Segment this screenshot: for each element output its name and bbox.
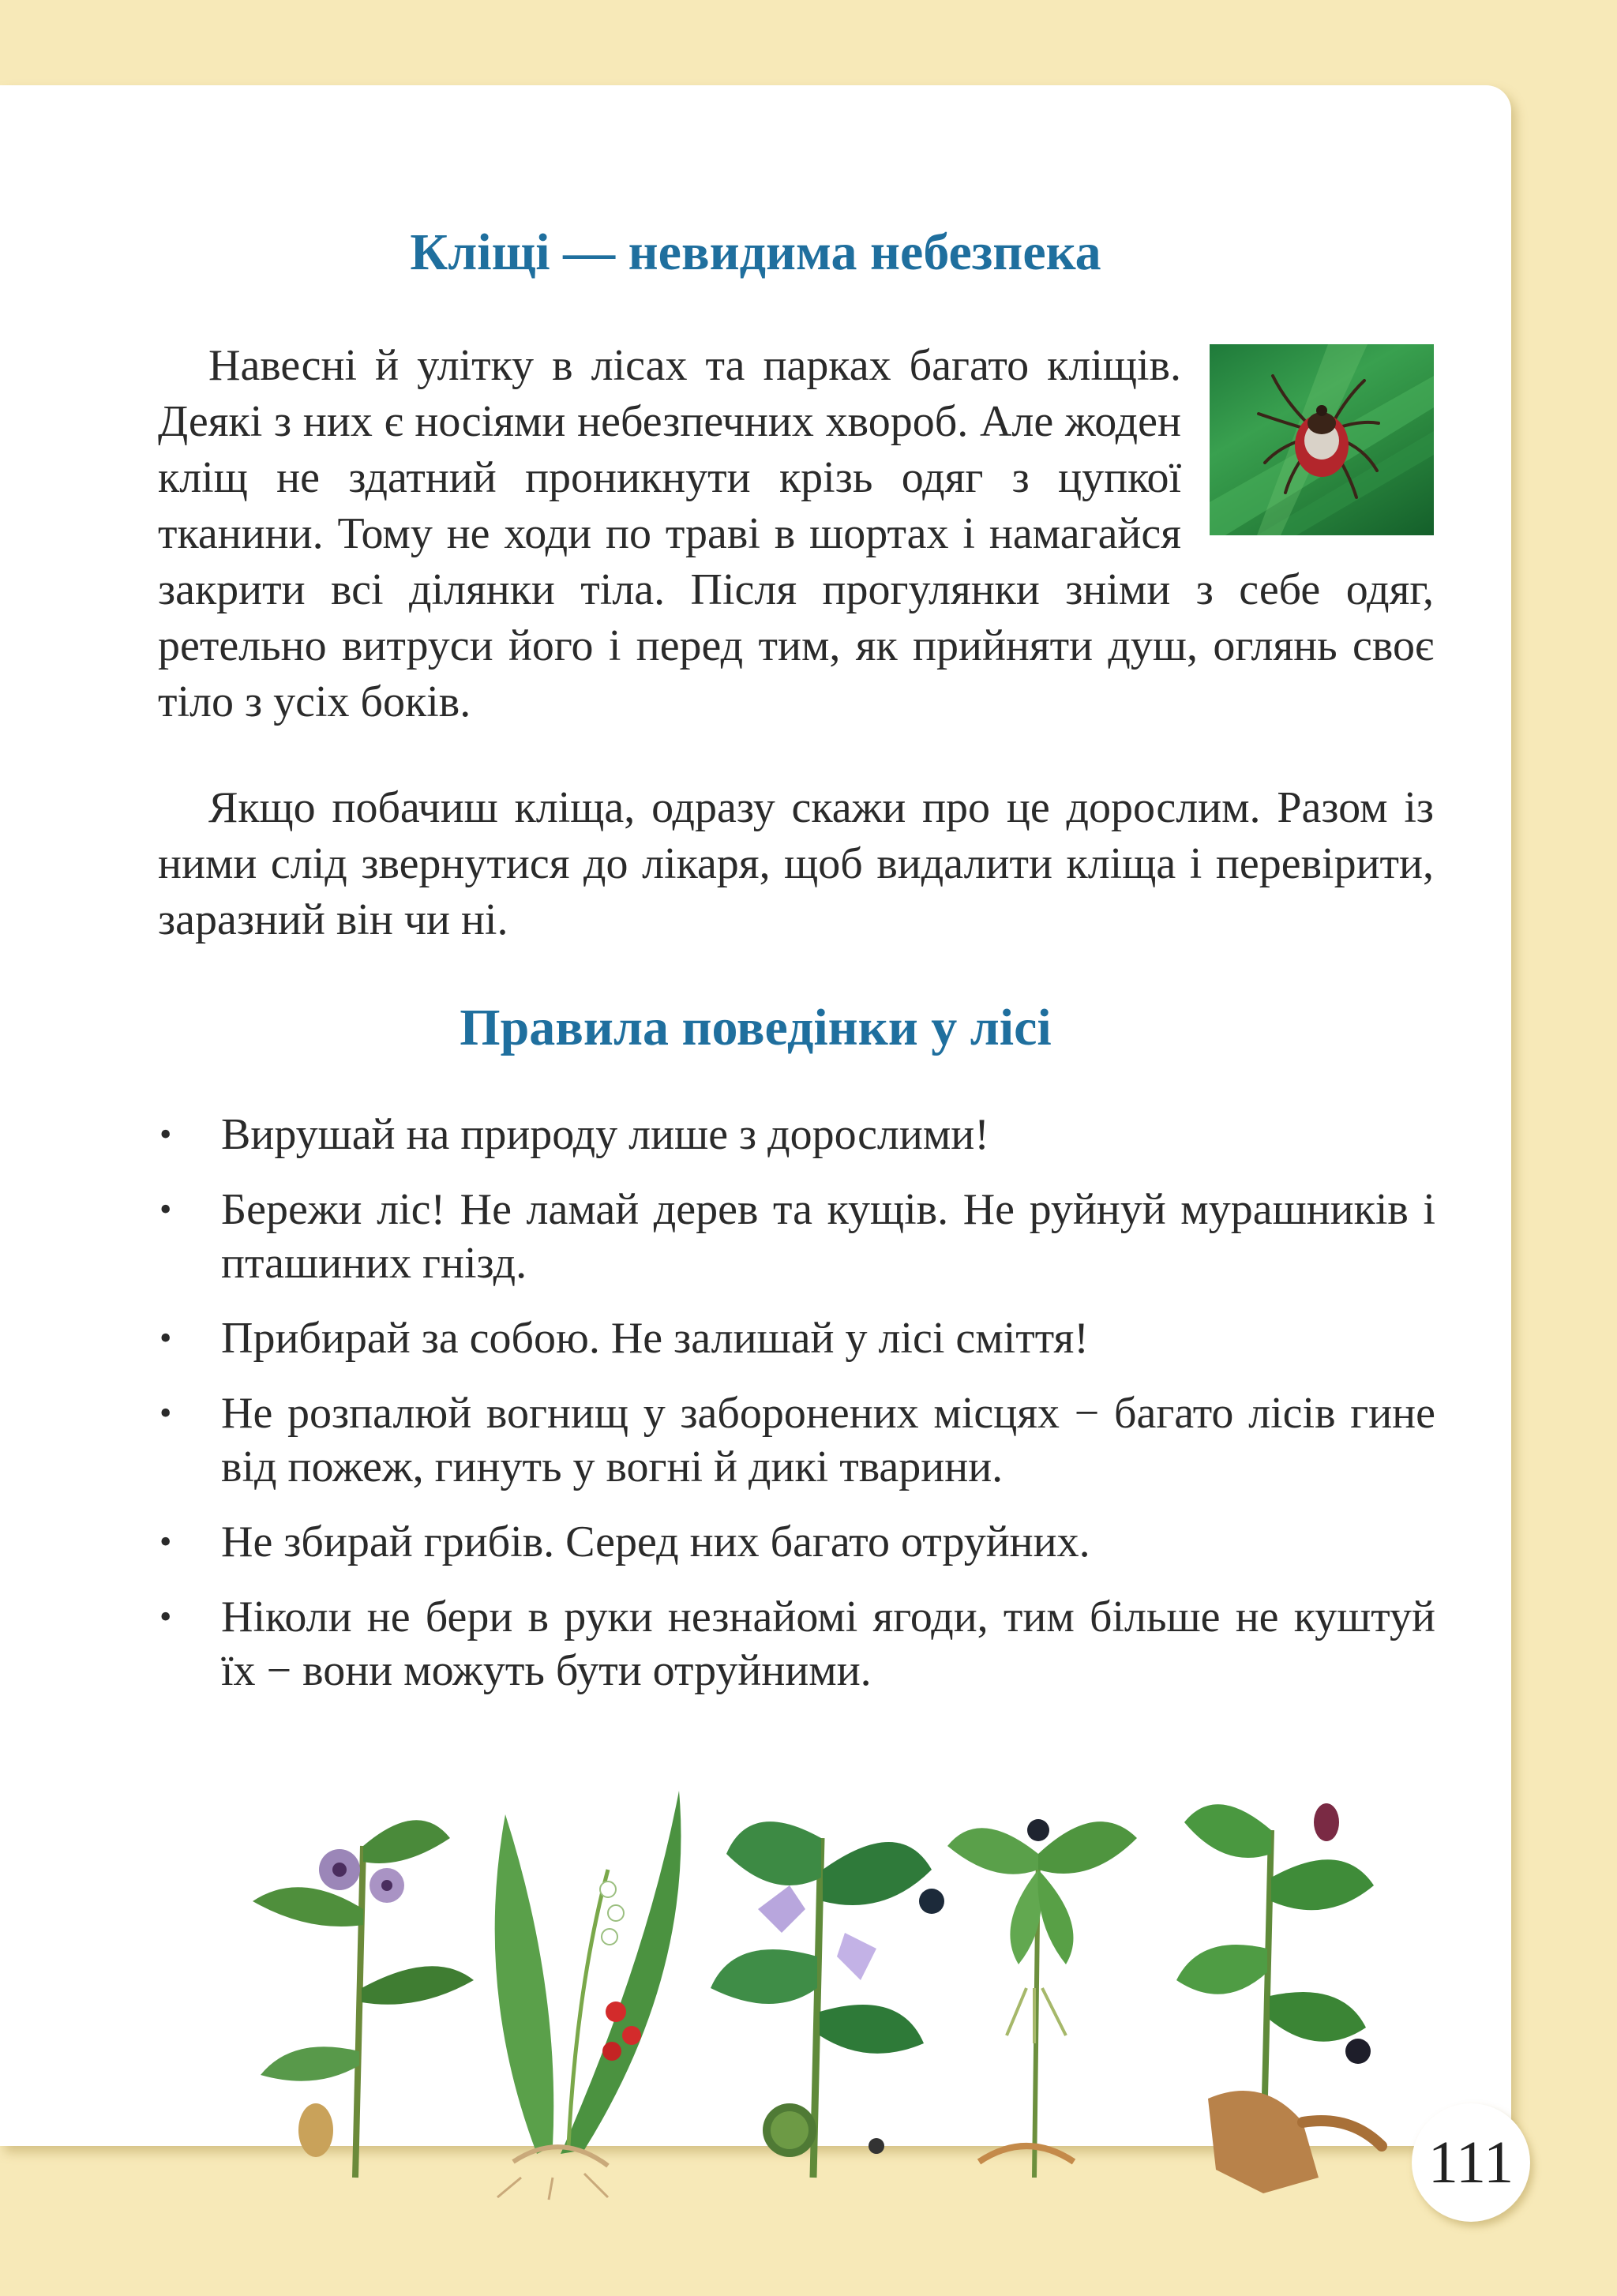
- bullet-icon: •: [159, 1597, 172, 1636]
- bullet-icon: •: [159, 1115, 172, 1154]
- henbane-plant-icon: [253, 1820, 474, 2178]
- lily-of-the-valley-icon: [495, 1791, 681, 2200]
- datura-plant-icon: [711, 1821, 932, 2178]
- ticks-paragraph-1: Навесні й улітку в лісах та парках багато кліщів. Деякі з них є носіями небезпечних хвороб. Але жоден кліщ не здатний проникнути крізь одяг з цупкої тканини. Тому не ходи по траві в шортах і намагайся закрити всі ділянки тіла. Після прогулянки зніми з себе одяг, ретельно витруси його і перед тим, як прийняти душ, оглянь своє тіло з усіх боків.: [158, 341, 1434, 726]
- bullet-icon: •: [159, 1319, 172, 1357]
- list-item: • Прибирай за собою. Не залишай у лісі сміття!: [158, 1311, 1435, 1365]
- list-item: • Бережи ліс! Не ламай дерев та кущів. Не руйнуй мурашників і пташиних гнізд.: [158, 1183, 1435, 1290]
- poisonous-plants-illustration: [237, 1751, 1405, 2201]
- herb-paris-plant-icon: [919, 1819, 1137, 2178]
- section-title-rules: Правила поведінки у лісі: [460, 999, 1052, 1056]
- bullet-icon: •: [159, 1522, 172, 1561]
- page-card: [0, 85, 1511, 2146]
- list-item: • Вирушай на природу лише з дорослими!: [158, 1108, 1435, 1161]
- bullet-icon: •: [159, 1394, 172, 1432]
- section-title-ticks: Кліщі — невидима небезпека: [410, 223, 1101, 281]
- bullet-icon: •: [159, 1190, 172, 1229]
- list-item: • Ніколи не бери в руки незнайомі ягоди, тим більше не куштуй їх − вони можуть бути отруйними.: [158, 1590, 1435, 1698]
- tick-photo: [1210, 344, 1434, 535]
- list-item: • Не збирай грибів. Серед них багато отруйних.: [158, 1515, 1435, 1569]
- page-number: 111: [1412, 2103, 1530, 2222]
- forest-rules-list: [158, 1108, 1435, 1719]
- ticks-paragraph-2: Якщо побачиш кліща, одразу скажи про це дорослим. Разом із ними слід звернутися до лікаря, щоб видалити кліща і перевірити, заразний він чи ні.: [158, 783, 1434, 944]
- list-item: • Не розпалюй вогнищ у заборонених місцях − багато лісів гине від пожеж, гинуть у вогні й дикі тварини.: [158, 1386, 1435, 1494]
- belladonna-plant-icon: [1176, 1803, 1382, 2193]
